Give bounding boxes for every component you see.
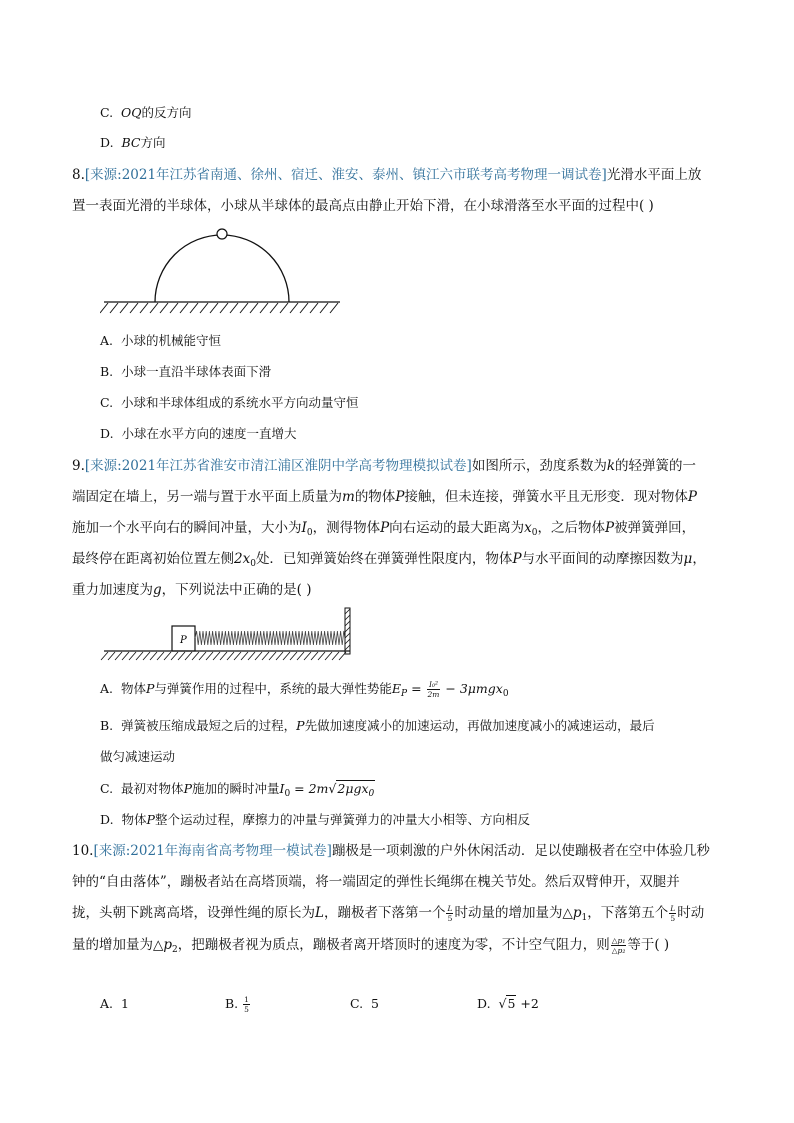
hemisphere-outline: [155, 235, 289, 302]
q8-stem-line1: 8.[来源:2021年江苏省南通、徐州、宿迁、淮安、泰州、镇江六市联考高考物理一调试卷]光滑水平面上放: [72, 167, 702, 183]
q9-option-c: C. 最初对物体P施加的瞬时冲量$I_0 = 2m√2\mu gx_0$: [100, 781, 375, 799]
hatch-line: [318, 652, 325, 660]
sqrt-sign-d: √: [498, 996, 507, 1011]
hatch-line: [199, 652, 206, 660]
hatch-line: [150, 652, 157, 660]
q10-stem-line2: 钟的“自由落体”，蹦极者站在高塔顶端，将一端固定的弹性长绳绑在槐关节处。然后双臂伸开，双腿并: [72, 874, 680, 890]
hatch-line: [136, 652, 143, 660]
q8-option-d: D. 小球在水平方向的速度一直增大: [100, 426, 297, 441]
q8-option-a: A. 小球的机械能守恒: [100, 333, 221, 348]
q10-source: [来源:2021年海南省高考物理一模试卷]: [93, 843, 332, 859]
hatch-line: [276, 652, 283, 660]
q10-stem-line1: 10.[来源:2021年海南省高考物理一模试卷]蹦极是一项刺激的户外休闲活动．足以使蹦极者在空中体验几秒: [72, 843, 710, 859]
energy-fraction: $\frac{\text{I₀²}}{2m}$: [427, 680, 440, 699]
q7-option-d: D. BC方向: [100, 135, 166, 150]
hatch-line: [178, 652, 185, 660]
one-fifth-fraction: $\frac{1}{5}$: [244, 995, 249, 1014]
q10-option-a: A. 1: [100, 996, 129, 1011]
ball: [217, 229, 227, 239]
block-label: P: [180, 635, 187, 646]
q9-option-a: A. 物体P与弹簧作用的过程中，系统的最大弹性势能$E_P$ = $\frac{\text{I₀²}}{2m}$ − 3μmgx$_0$: [100, 680, 509, 699]
floor-hatching: [101, 652, 346, 660]
hatch-line: [213, 652, 220, 660]
hatch-line: [164, 652, 171, 660]
q10-stem-line3: 拢，头朝下跳离高塔，设弹性绳的原长为L，蹦极者下落第一个 $\frac{L}{5}$ 时动量的增加量为$\triangle p_1$，下落第五个 $\frac{L}{5}$ 时动: [72, 904, 705, 923]
sqrt-sign: √: [328, 781, 337, 796]
ground-hatching: [100, 303, 338, 313]
q9-source: [来源:2021年江苏省淮安市清江浦区淮阴中学高考物理模拟试卷]: [84, 458, 472, 474]
hatch-line: [304, 652, 311, 660]
hatch-line: [220, 652, 227, 660]
hatch-line: [339, 652, 346, 660]
q8-stem-line2: 置一表面光滑的半球体，小球从半球体的最高点由静止开始下滑，在小球滑落至水平面的过程中( ): [72, 198, 654, 214]
q10-number: 10.: [72, 843, 94, 859]
hatch-line: [206, 652, 213, 660]
sqrt-radicand: 2μgx$_0$: [337, 781, 375, 799]
hatch-line: [227, 652, 234, 660]
hatch-line: [241, 652, 248, 660]
ratio-fraction: $\frac{\text{△p₁}}{\text{△p₂}}$: [611, 936, 626, 955]
q10-option-b: B. $\frac{1}{5}$: [225, 995, 249, 1014]
hatch-line: [171, 652, 178, 660]
q9-stem-line5: 重力加速度为g，下列说法中正确的是( ): [72, 582, 312, 598]
q8-option-b: B. 小球一直沿半球体表面下滑: [100, 364, 272, 379]
q8-source: [来源:2021年江苏省南通、徐州、宿迁、淮安、泰州、镇江六市联考高考物理一调试卷]: [84, 167, 607, 183]
q9-number: 9.: [72, 458, 85, 474]
hemisphere-figure: [100, 226, 345, 318]
q9-option-b: B. 弹簧被压缩成最短之后的过程，P先做加速度减小的加速运动，再做加速度减小的减速运动，最后: [100, 718, 655, 733]
spring: [195, 631, 345, 645]
hatch-line: [297, 652, 304, 660]
hatch-line: [248, 652, 255, 660]
q10-option-d: D. √5 +2: [477, 996, 539, 1011]
q9-stem-line4: 最终停在距离初始位置左侧$2x_0$处．已知弹簧始终在弹簧弹性限度内，物体P与水平面间的动摩擦因数为μ，: [72, 551, 706, 569]
hatch-line: [255, 652, 262, 660]
q8-number: 8.: [72, 167, 85, 183]
hatch-line: [332, 652, 339, 660]
hatch-line: [325, 652, 332, 660]
hatch-line: [269, 652, 276, 660]
spring-block-figure: [100, 606, 362, 668]
q9-stem-line2: 端固定在墙上，另一端与置于水平面上质量为m的物体P接触，但未连接，弹簧水平且无形变．现对物体P: [72, 489, 697, 505]
q9-stem-line3: 施加一个水平向右的瞬间冲量，大小为$I_0$，测得物体P向右运动的最大距离为$x_0$，之后物体P被弹簧弹回，: [72, 520, 696, 538]
q10-option-c: C. 5: [350, 996, 379, 1011]
q10-stem-line4: 量的增加量为$\triangle p_2$，把蹦极者视为质点，蹦极者离开塔顶时的速度为零，不计空气阻力，则 $\frac{\text{△p₁}}{\text{△p₂}}$ 等于( ): [72, 936, 670, 955]
hatch-line: [108, 652, 115, 660]
hatch-line: [311, 652, 318, 660]
hatch-line: [192, 652, 199, 660]
q9-option-b-line2: 做匀减速运动: [100, 749, 176, 764]
hatch-line: [262, 652, 269, 660]
q9-option-d: D. 物体P整个运动过程，摩擦力的冲量与弹簧弹力的冲量大小相等、方向相反: [100, 812, 530, 827]
q9-stem-line1: 9.[来源:2021年江苏省淮安市清江浦区淮阴中学高考物理模拟试卷]如图所示，劲度系数为k的轻弹簧的一: [72, 458, 697, 474]
fraction-l-over-5-second: $\frac{L}{5}$: [670, 904, 676, 923]
hatch-line: [115, 652, 122, 660]
hatch-line: [101, 652, 108, 660]
hatch-line: [283, 652, 290, 660]
hatch-line: [122, 652, 129, 660]
fraction-l-over-5: $\frac{L}{5}$: [447, 904, 453, 923]
hatch-line: [143, 652, 150, 660]
hatch-line: [185, 652, 192, 660]
hatch-line: [157, 652, 164, 660]
q8-option-c: C. 小球和半球体组成的系统水平方向动量守恒: [100, 395, 359, 410]
hatch-line: [129, 652, 136, 660]
hatch-line: [234, 652, 241, 660]
hatch-line: [290, 652, 297, 660]
q7-option-c: C. OQ的反方向: [100, 105, 192, 120]
